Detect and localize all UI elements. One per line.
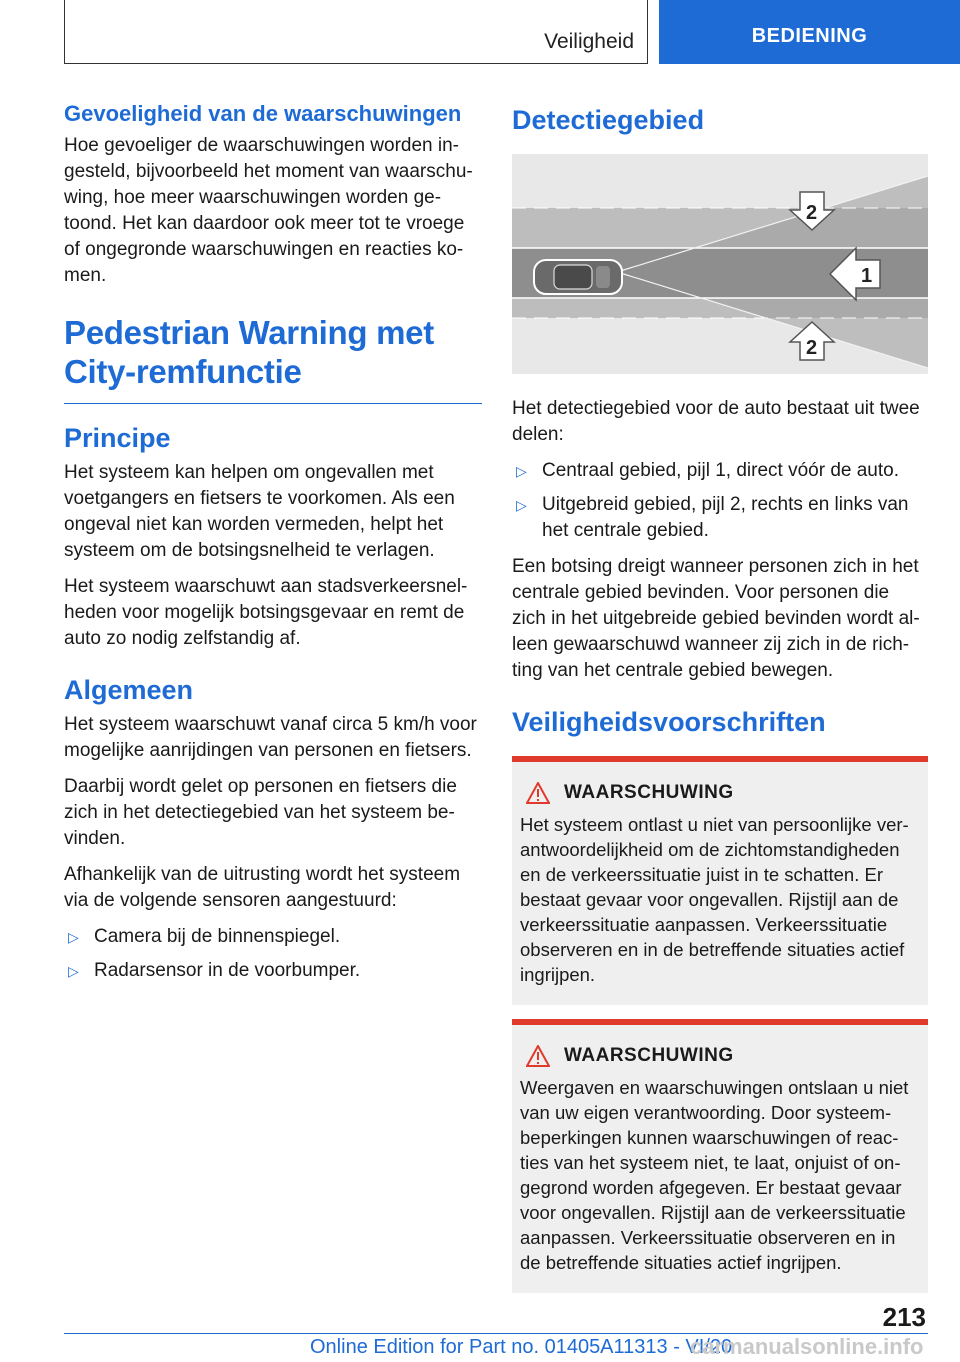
warning-text: Weergaven en waarschuwingen ontslaan u niet van uw eigen verantwoording. Door systeem-beperkingen kunnen waarschuwingen of reac-ties van het systeem niet, te laat, onjuist of on-gegrond worden afgegeven. Er bestaat gevaar voor ongevallen. Rijstijl aan de verkeerssituatie aanpassen. Verkeerssituatie observeren en in de betreffende situaties actief ingrijpen. bbox=[520, 1077, 909, 1273]
triangle-bullet-icon: ▷ bbox=[68, 963, 79, 979]
list-item: ▷ Radarsensor in de voorbumper. bbox=[64, 958, 482, 984]
left-column bbox=[64, 100, 482, 994]
triangle-bullet-icon: ▷ bbox=[516, 497, 527, 513]
triangle-bullet-icon: ▷ bbox=[516, 463, 527, 479]
svg-text:2: 2 bbox=[806, 337, 818, 359]
header-section-title: Veiligheid bbox=[544, 30, 634, 53]
detectie-text-2: Een botsing dreigt wanneer personen zich in het centrale gebied bevinden. Voor personen die zich in het uitgebreide gebied bevinden wordt al-leen gewaarschuwd wanneer zij zich in de rich-ting van het centrale gebied bewegen. bbox=[512, 556, 920, 681]
title-rule bbox=[64, 403, 482, 404]
algemeen-heading: Algemeen bbox=[64, 675, 194, 705]
sensor-list bbox=[64, 924, 482, 984]
zone-list bbox=[512, 458, 928, 544]
triangle-bullet-icon: ▷ bbox=[68, 929, 79, 945]
detection-area-figure bbox=[512, 154, 928, 374]
list-item: ▷ Camera bij de binnenspiegel. bbox=[64, 924, 482, 950]
detectie-heading: Detectiegebied bbox=[512, 105, 705, 135]
algemeen-text-2: Daarbij wordt gelet op personen en fietsers die zich in het detectiegebied van het systeem be-vinden. bbox=[64, 776, 457, 849]
svg-text:1: 1 bbox=[861, 265, 873, 287]
warning-box-1 bbox=[512, 756, 928, 1005]
principe-text-1: Het systeem kan helpen om ongevallen met voetgangers en fietsers te voorkomen. Als een ongeval niet kan worden vermeden, helpt het systeem om de botsingsnelheid te verlagen. bbox=[64, 462, 455, 561]
footer-watermark: carmanualsonline.info bbox=[690, 1334, 924, 1359]
list-item: ▷ Uitgebreid gebied, pijl 2, rechts en links van het centrale gebied. bbox=[516, 494, 909, 541]
warning-box-2 bbox=[512, 1019, 928, 1293]
svg-text:2: 2 bbox=[806, 202, 818, 224]
right-column bbox=[512, 100, 928, 1293]
algemeen-text-3: Afhankelijk van de uitrusting wordt het systeem via de volgende sensoren aangestuurd: bbox=[64, 864, 461, 911]
page-number: 213 bbox=[882, 1302, 926, 1332]
principe-heading: Principe bbox=[64, 423, 171, 453]
warning-triangle-icon bbox=[526, 1045, 550, 1067]
sensitivity-text: Hoe gevoeliger de waarschuwingen worden in-gesteld, bijvoorbeeld het moment van waarschu-wing, hoe meer waarschuwingen worden ge-toond. Het kan daardoor ook meer tot te vroege of ongegronde waarschuwingen en reacties ko-men. bbox=[64, 135, 473, 286]
safety-heading: Veiligheidsvoorschriften bbox=[512, 707, 826, 737]
footer-edition: Online Edition for Part no. 01405A11313 - VI/20 bbox=[310, 1336, 733, 1358]
warning-label: WAARSCHUWING bbox=[564, 1045, 734, 1066]
warning-triangle-icon bbox=[526, 782, 550, 804]
list-item: ▷ Centraal gebied, pijl 1, direct vóór de auto. bbox=[512, 458, 928, 484]
car-icon bbox=[534, 260, 622, 294]
detectie-text-1: Het detectiegebied voor de auto bestaat uit twee delen: bbox=[512, 398, 920, 445]
warning-label: WAARSCHUWING bbox=[564, 782, 734, 803]
sensitivity-heading: Gevoeligheid van de waarschuwingen bbox=[64, 101, 462, 126]
header-chapter-tab: BEDIENING bbox=[659, 0, 960, 64]
warning-text: Het systeem ontlast u niet van persoonlijke ver-antwoordelijkheid om de zichtomstandigheden en de verkeerssituatie juist in te schatten. Er bestaat gevaar voor ongevallen. Rijstijl aan de verkeerssituatie aanpassen. Verkeerssituatie observeren en in de betreffende situaties actief ingrijpen. bbox=[520, 814, 909, 985]
principe-text-2: Het systeem waarschuwt aan stadsverkeersnel-heden voor mogelijk botsingsgevaar en remt de auto zo nodig zelfstandig af. bbox=[64, 576, 468, 649]
algemeen-text-1: Het systeem waarschuwt vanaf circa 5 km/h voor mogelijke aanrijdingen van personen en fietsers. bbox=[64, 714, 477, 761]
main-title: Pedestrian Warning met City-remfunctie bbox=[64, 314, 434, 390]
